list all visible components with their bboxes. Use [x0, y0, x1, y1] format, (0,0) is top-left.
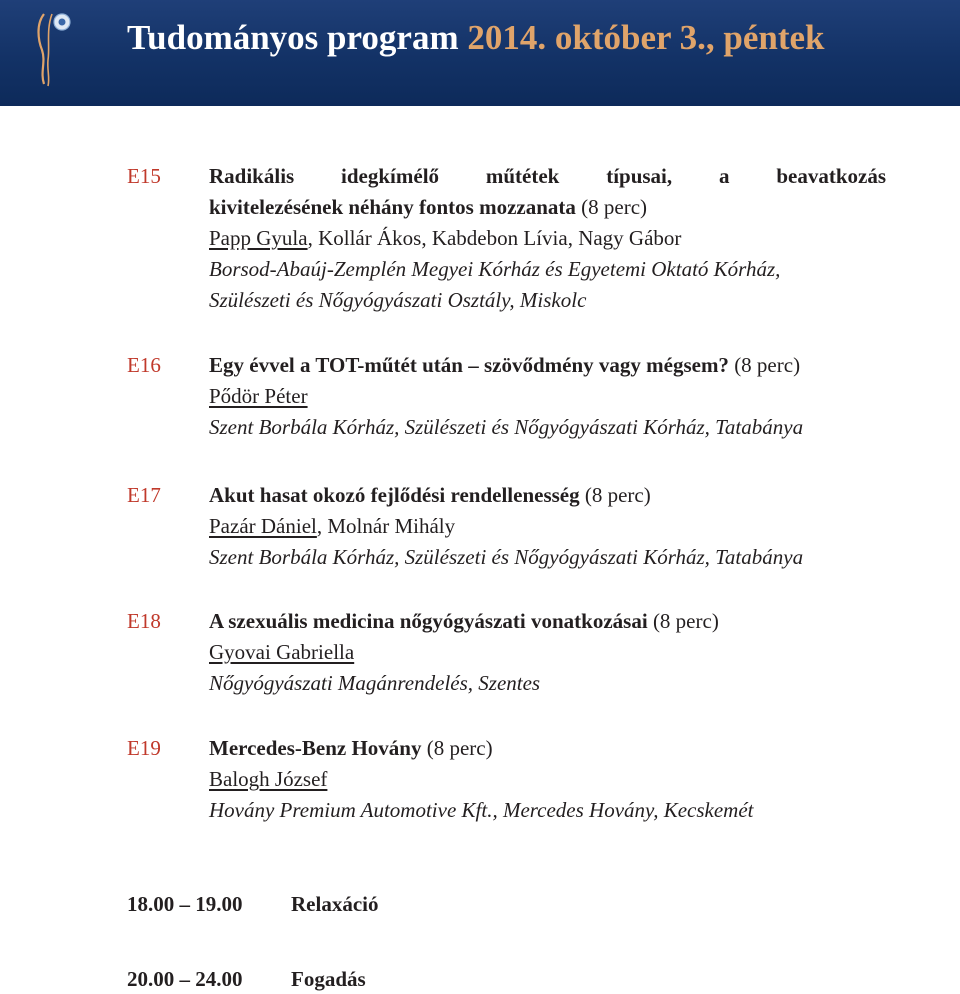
talk-duration: (8 perc) [581, 195, 648, 219]
talk-affiliation: Szülészeti és Nőgyógyászati Osztály, Miskolc [209, 288, 587, 312]
talk-coauthors: , Kollár Ákos, Kabdebon Lívia, Nagy Gábor [307, 226, 682, 250]
schedule-activity: Fogadás [291, 967, 366, 991]
talk-affiliation: Szent Borbála Kórház, Szülészeti és Nőgyógyászati Kórház, Tatabánya [209, 415, 804, 439]
schedule-time: 20.00 – 24.00 [127, 967, 243, 991]
talk-title: Radikális idegkímélő műtétek típusai, a beavatkozás [209, 164, 886, 188]
talk-affiliation: Borsod-Abaúj-Zemplén Megyei Kórház és Egyetemi Oktató Kórház, [209, 257, 781, 281]
schedule-row [127, 892, 379, 917]
talk-duration: (8 perc) [652, 609, 719, 633]
title-main: Tudományos program [127, 18, 459, 57]
talk-entry [209, 350, 886, 443]
logo-icon [28, 6, 78, 88]
talk-code: E15 [127, 164, 161, 188]
schedule-time: 18.00 – 19.00 [127, 892, 243, 916]
talk-code: E16 [127, 353, 161, 377]
talk-title: Akut hasat okozó fejlődési rendellenesség [209, 483, 580, 507]
talk-duration: (8 perc) [426, 736, 493, 760]
talk-entry [209, 606, 886, 699]
talk-code: E19 [127, 736, 161, 760]
talk-affiliation: Nőgyógyászati Magánrendelés, Szentes [209, 671, 541, 695]
talk-code: E18 [127, 609, 161, 633]
talk-title: A szexuális medicina nőgyógyászati vonatkozásai [209, 609, 648, 633]
schedule-row [127, 967, 366, 992]
talk-duration: (8 perc) [734, 353, 801, 377]
talk-presenter: Gyovai Gabriella [209, 640, 355, 664]
talk-duration: (8 perc) [584, 483, 651, 507]
schedule-activity: Relaxáció [291, 892, 379, 916]
talk-affiliation: Szent Borbála Kórház, Szülészeti és Nőgyógyászati Kórház, Tatabánya [209, 545, 804, 569]
talk-title: kivitelezésének néhány fontos mozzanata [209, 195, 576, 219]
talk-presenter: Papp Gyula [209, 226, 308, 250]
talk-code: E17 [127, 483, 161, 507]
page-title [127, 18, 825, 58]
talk-affiliation: Hovány Premium Automotive Kft., Mercedes Hovány, Kecskemét [209, 798, 754, 822]
talk-title: Egy évvel a TOT-műtét után – szövődmény vagy mégsem? [209, 353, 729, 377]
title-date: 2014. október 3., péntek [467, 18, 825, 57]
talk-entry [209, 480, 886, 573]
talk-presenter: Pazár Dániel [209, 514, 317, 538]
talk-entry [209, 733, 886, 826]
talk-coauthors: , Molnár Mihály [316, 514, 456, 538]
talk-title: Mercedes-Benz Hovány [209, 736, 422, 760]
header-band [0, 0, 960, 106]
talk-presenter: Pődör Péter [209, 384, 308, 408]
talk-entry [209, 161, 886, 316]
talk-presenter: Balogh József [209, 767, 328, 791]
